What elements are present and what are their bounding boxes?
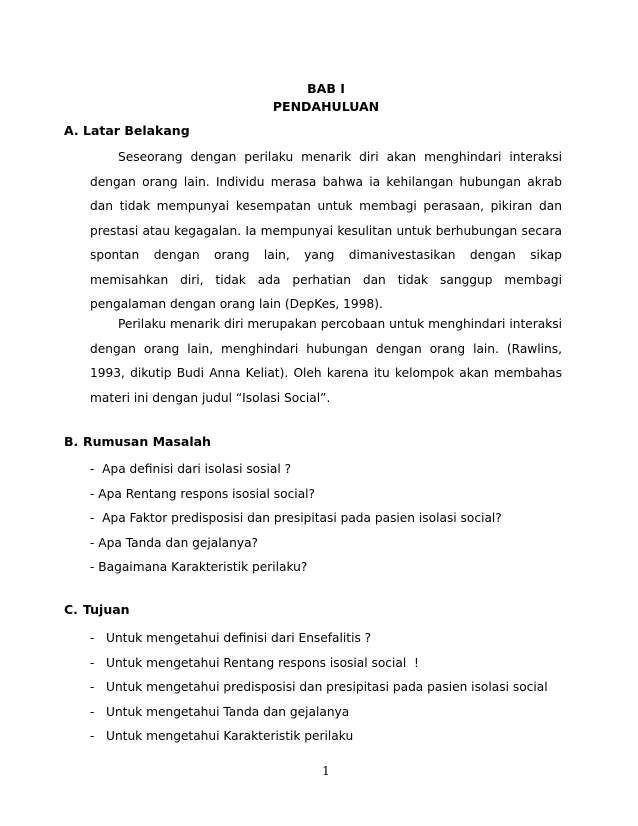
list-item: - Bagaimana Karakteristik perilaku? — [90, 560, 308, 574]
list-item: - Untuk mengetahui Rentang respons isosial social ! — [90, 655, 419, 670]
section-a-paragraph-1 — [90, 145, 562, 317]
section-a-label: A. — [64, 123, 79, 138]
section-c-label: C. — [64, 602, 78, 617]
list-item: - Apa Rentang respons isosial social? — [90, 486, 316, 501]
paragraph-2-text: Perilaku menarik diri merupakan percobaan untuk menghindari interaksi dengan orang lain, menghindari hubungan dengan orang lain. (Rawlins, 1993, dikutip Budi Anna Keliat). Oleh karena itu kelompok akan membahas materi ini dengan judul “Isolasi Social”. — [90, 317, 562, 405]
section-a-title: Latar Belakang — [83, 123, 190, 138]
section-c-title: Tujuan — [83, 602, 130, 617]
paragraph-1-text: Seseorang dengan perilaku menarik diri akan menghindari interaksi dengan orang lain. Individu merasa bahwa ia kehilangan hubungan akrab dan tidak mempunyai kesempatan untuk membagi perasaan, pikiran dan prestasi atau kegagalan. Ia mempunyai kesulitan untuk berhubungan secara spontan dengan orang lain, yang dimanivestasikan dengan sikap memisahkan diri, tidak ada perhatian dan tidak sanggup membagi pengalaman dengan orang lain (DepKes, 1998). — [90, 150, 562, 311]
list-item: - Untuk mengetahui definisi dari Ensefalitis ? — [90, 631, 372, 645]
chapter-number: BAB I — [307, 81, 345, 96]
rumusan-masalah-list — [90, 457, 502, 580]
section-b-heading — [64, 434, 211, 449]
list-item: - Apa definisi dari isolasi sosial ? — [90, 462, 292, 476]
section-c-heading — [64, 602, 130, 617]
section-b-title: Rumusan Masalah — [83, 434, 211, 449]
section-b-label: B. — [64, 434, 79, 449]
list-item: - Untuk mengetahui predisposisi dan presipitasi pada pasien isolasi social — [90, 680, 548, 694]
tujuan-list — [90, 626, 548, 749]
section-a-heading — [64, 123, 190, 138]
list-item: - Untuk mengetahui Karakteristik perilaku — [90, 729, 354, 743]
list-item: - Apa Faktor predisposisi dan presipitasi pada pasien isolasi social? — [90, 511, 502, 525]
list-item: - Apa Tanda dan gejalanya? — [90, 535, 259, 550]
section-a-paragraph-2 — [90, 312, 562, 410]
list-item: - Untuk mengetahui Tanda dan gejalanya — [90, 704, 350, 719]
chapter-title: PENDAHULUAN — [272, 99, 380, 114]
page-number: 1 — [322, 764, 330, 778]
